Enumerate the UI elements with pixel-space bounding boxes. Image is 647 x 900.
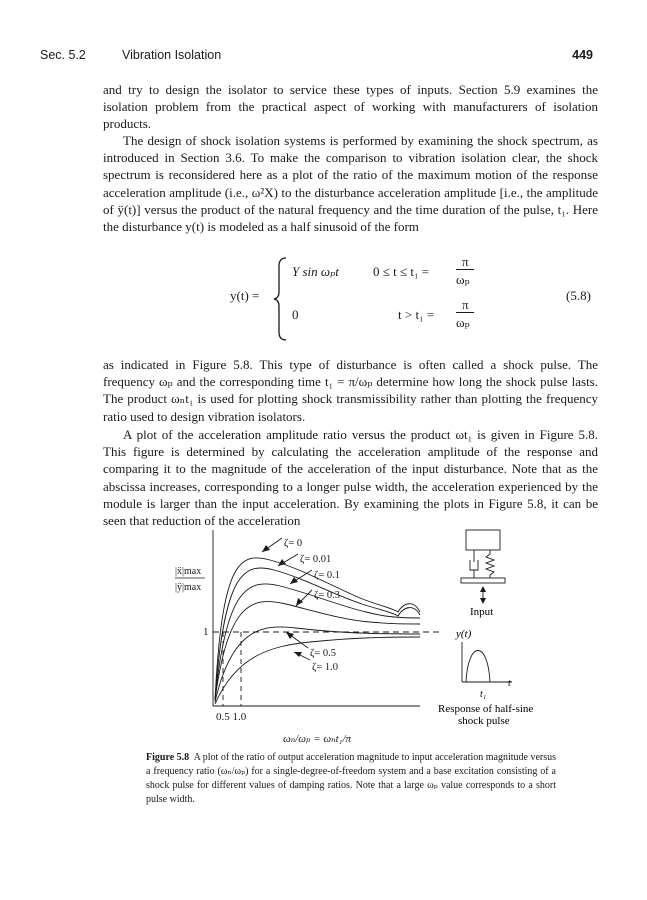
zeta-label: ζ= 1.0 bbox=[312, 662, 339, 673]
figure-caption bbox=[146, 751, 556, 807]
curve-zeta-0-1 bbox=[215, 584, 420, 700]
half-sine-pulse bbox=[466, 651, 490, 683]
case-1-condition: 0 ≤ t ≤ t₁ = bbox=[373, 264, 430, 279]
t1-label: t₁ bbox=[480, 689, 487, 700]
fraction-numerator: π bbox=[462, 254, 469, 269]
zeta-label: ζ= 0.5 bbox=[310, 648, 337, 659]
t-label: t bbox=[508, 678, 511, 689]
page-number: 449 bbox=[572, 48, 593, 62]
equation-lhs: y(t) = bbox=[230, 288, 260, 303]
paragraph-2: The design of shock isolation systems is performed by examining the shock spectrum, as introduced in Section 3.6. To make the comparison to vibration isolation clear, the shock spectrum is reconsidered here as a plot of the ratio of the maximum motion of the response acceleration amplitude (i.e., ω²X) to the disturbance acceleration amplitude [i.e., the amplitude of ÿ(t)] versus the product of the natural frequency and the time duration of the pulse, t₁. Here the disturbance y(t) is modeled as a half sinusoid of the form bbox=[103, 133, 598, 235]
fraction-numerator-2: π bbox=[462, 297, 469, 312]
x-tick-labels: 0.5 1.0 bbox=[216, 711, 247, 723]
caption-text: A plot of the ratio of output acceleration magnitude to input acceleration magnitude versus a frequency ratio (ωₙ/ωₚ) for a single-degree-of-freedom system and a base excitation consisting of a shock pulse for different values of damping ratios. Note that a large ωₚ value corresponds to a short pulse width. bbox=[146, 752, 556, 805]
fraction-denominator-2: ωₚ bbox=[456, 315, 470, 330]
arrowhead-up bbox=[480, 586, 486, 592]
arrowhead bbox=[286, 632, 294, 639]
spring bbox=[486, 550, 494, 578]
case-2-expression: 0 bbox=[292, 307, 299, 322]
paragraph-3: as indicated in Figure 5.8. This type of disturbance is often called a shock pulse. The frequency ωₚ and the corresponding time t₁ = π/ωₚ determine how long the shock pulse lasts. The product ωₙt₁ is used for plotting shock transmissibility rather than plotting the frequency ratio used to design vibration isolators. bbox=[103, 357, 598, 424]
arrowhead-down bbox=[480, 598, 486, 604]
y-tick-one: 1 bbox=[203, 626, 209, 638]
fraction-denominator: ωₚ bbox=[456, 272, 470, 287]
section-title: Vibration Isolation bbox=[122, 48, 222, 62]
input-label: Input bbox=[470, 606, 494, 618]
pulse-caption-line-1: Response of half-sine bbox=[438, 703, 534, 715]
x-axis-label: ωₙ/ωₚ = ωₙt₁/π bbox=[283, 733, 352, 745]
zeta-label: ζ= 0.3 bbox=[314, 590, 341, 601]
equation-number: (5.8) bbox=[566, 288, 591, 303]
half-sine-plot bbox=[462, 642, 512, 682]
arrowhead bbox=[296, 598, 303, 606]
arrowhead bbox=[294, 652, 302, 657]
yt-label: y(t) bbox=[456, 628, 472, 640]
mass-block bbox=[466, 530, 500, 550]
pulse-caption-line-2: shock pulse bbox=[458, 715, 510, 727]
zeta-label: ζ= 0.1 bbox=[314, 570, 341, 581]
paragraph-1: and try to design the isolator to service these types of inputs. Section 5.9 examines the isolation problem from the practical aspect of working with manufacturers of isolation products. bbox=[103, 82, 598, 132]
paragraph-4: A plot of the acceleration amplitude ratio versus the product ωt₁ is given in Figure 5.8. This figure is determined by calculating the acceleration amplitude of the response and comparing it to the magnitude of the acceleration of the input disturbance. Note that as the abscissa increases, corresponding to a longer pulse width, the acceleration experienced by the module is larger than the input acceleration. By examining the plots in Figure 5.8, it can be seen that reduction of the acceleration bbox=[103, 427, 598, 529]
case-2-condition: t > t₁ = bbox=[398, 307, 435, 322]
zeta-label: ζ= 0.01 bbox=[300, 554, 332, 565]
base-plate bbox=[461, 578, 505, 583]
case-1-expression: Y sin ωₚt bbox=[292, 264, 339, 279]
arrowhead bbox=[262, 545, 270, 552]
section-number: Sec. 5.2 bbox=[40, 48, 86, 62]
caption-label: Figure 5.8 bbox=[146, 752, 190, 763]
y-axis-label-numerator: |ẍ|max bbox=[175, 566, 202, 577]
zeta-label: ζ= 0 bbox=[284, 538, 303, 549]
y-axis-label-denominator: |ÿ|max bbox=[175, 582, 202, 593]
